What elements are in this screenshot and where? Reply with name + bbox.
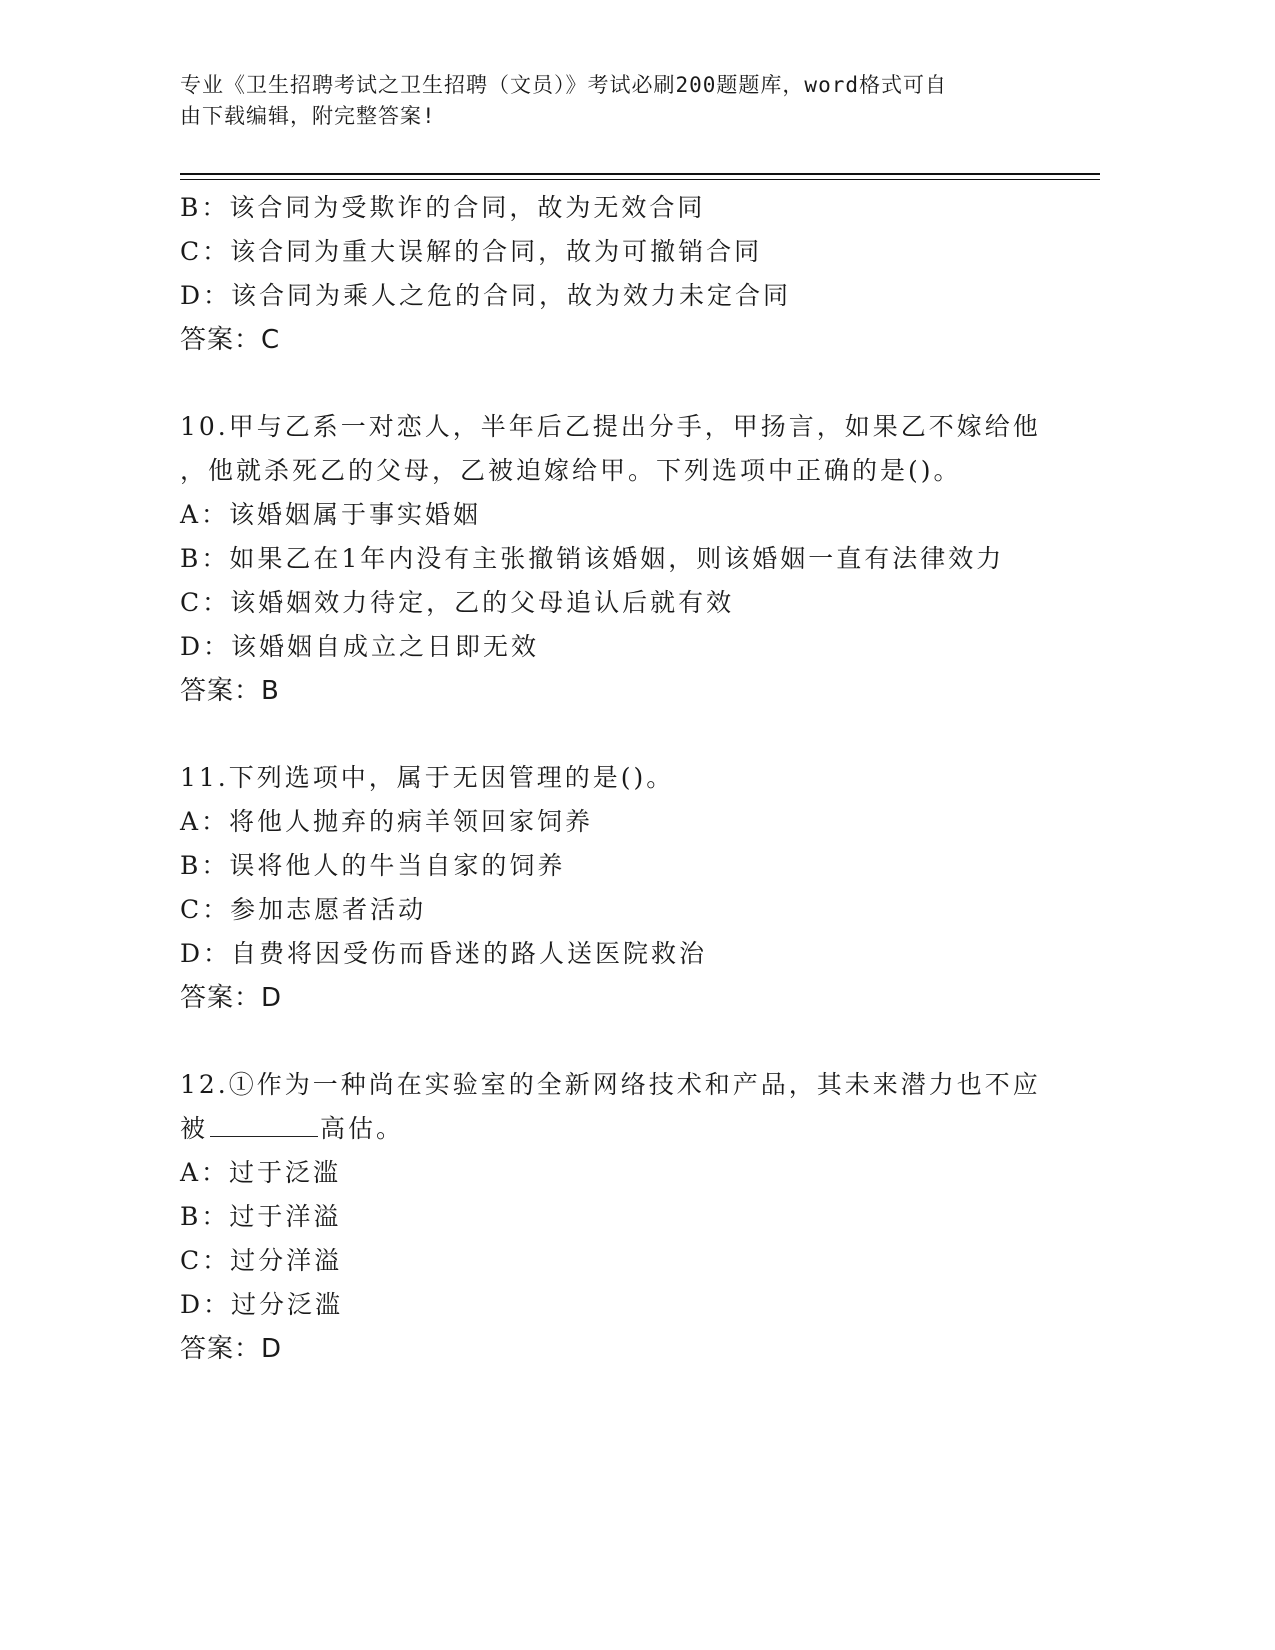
option-b: B：该合同为受欺诈的合同，故为无效合同 bbox=[180, 193, 706, 222]
question-12 bbox=[180, 1063, 1080, 1371]
question-stem-continued: ，他就杀死乙的父母，乙被迫嫁给甲。下列选项中正确的是()。 bbox=[180, 456, 962, 485]
header-divider-thick bbox=[180, 173, 1100, 175]
answer: 答案：D bbox=[180, 983, 283, 1013]
option-c: C：过分洋溢 bbox=[180, 1246, 343, 1275]
option-a: A：该婚姻属于事实婚姻 bbox=[180, 500, 482, 529]
option-b: B：误将他人的牛当自家的饲养 bbox=[180, 851, 566, 880]
option-d: D：该合同为乘人之危的合同，故为效力未定合同 bbox=[180, 281, 792, 310]
option-d: D：自费将因受伤而昏迷的路人送医院救治 bbox=[180, 939, 708, 968]
fill-in-blank bbox=[210, 1114, 318, 1137]
question-list bbox=[180, 186, 1080, 1371]
option-c: C：该婚姻效力待定，乙的父母追认后就有效 bbox=[180, 588, 735, 617]
answer: 答案：B bbox=[180, 676, 280, 706]
option-b: B：过于洋溢 bbox=[180, 1202, 342, 1231]
question-stem: 10.甲与乙系一对恋人，半年后乙提出分手，甲扬言，如果乙不嫁给他 bbox=[180, 412, 1041, 441]
answer: 答案：D bbox=[180, 1334, 283, 1364]
stem-text-before-blank: 被 bbox=[180, 1114, 209, 1143]
question-stem: 11.下列选项中，属于无因管理的是()。 bbox=[180, 763, 675, 792]
option-d: D：过分泛滥 bbox=[180, 1290, 344, 1319]
option-c: C：参加志愿者活动 bbox=[180, 895, 427, 924]
question-10 bbox=[180, 405, 1080, 713]
question-11 bbox=[180, 756, 1080, 1020]
stem-text-after-blank: 高估。 bbox=[320, 1114, 405, 1143]
document-header bbox=[180, 70, 1060, 132]
option-a: A：过于泛滥 bbox=[180, 1158, 342, 1187]
header-line-2: 由下载编辑，附完整答案! bbox=[180, 104, 436, 128]
option-b: B：如果乙在1年内没有主张撤销该婚姻，则该婚姻一直有法律效力 bbox=[180, 544, 1005, 573]
header-line-1: 专业《卫生招聘考试之卫生招聘（文员）》考试必刷200题题库，word格式可自 bbox=[180, 73, 947, 97]
option-d: D：该婚姻自成立之日即无效 bbox=[180, 632, 540, 661]
question-9-continued bbox=[180, 186, 1080, 362]
option-c: C：该合同为重大误解的合同，故为可撤销合同 bbox=[180, 237, 763, 266]
question-stem: 12.①作为一种尚在实验室的全新网络技术和产品，其未来潜力也不应 bbox=[180, 1070, 1041, 1099]
option-a: A：将他人抛弃的病羊领回家饲养 bbox=[180, 807, 594, 836]
answer: 答案：C bbox=[180, 325, 281, 355]
header-divider-thin bbox=[180, 179, 1100, 180]
question-stem-continued bbox=[180, 1107, 1080, 1151]
